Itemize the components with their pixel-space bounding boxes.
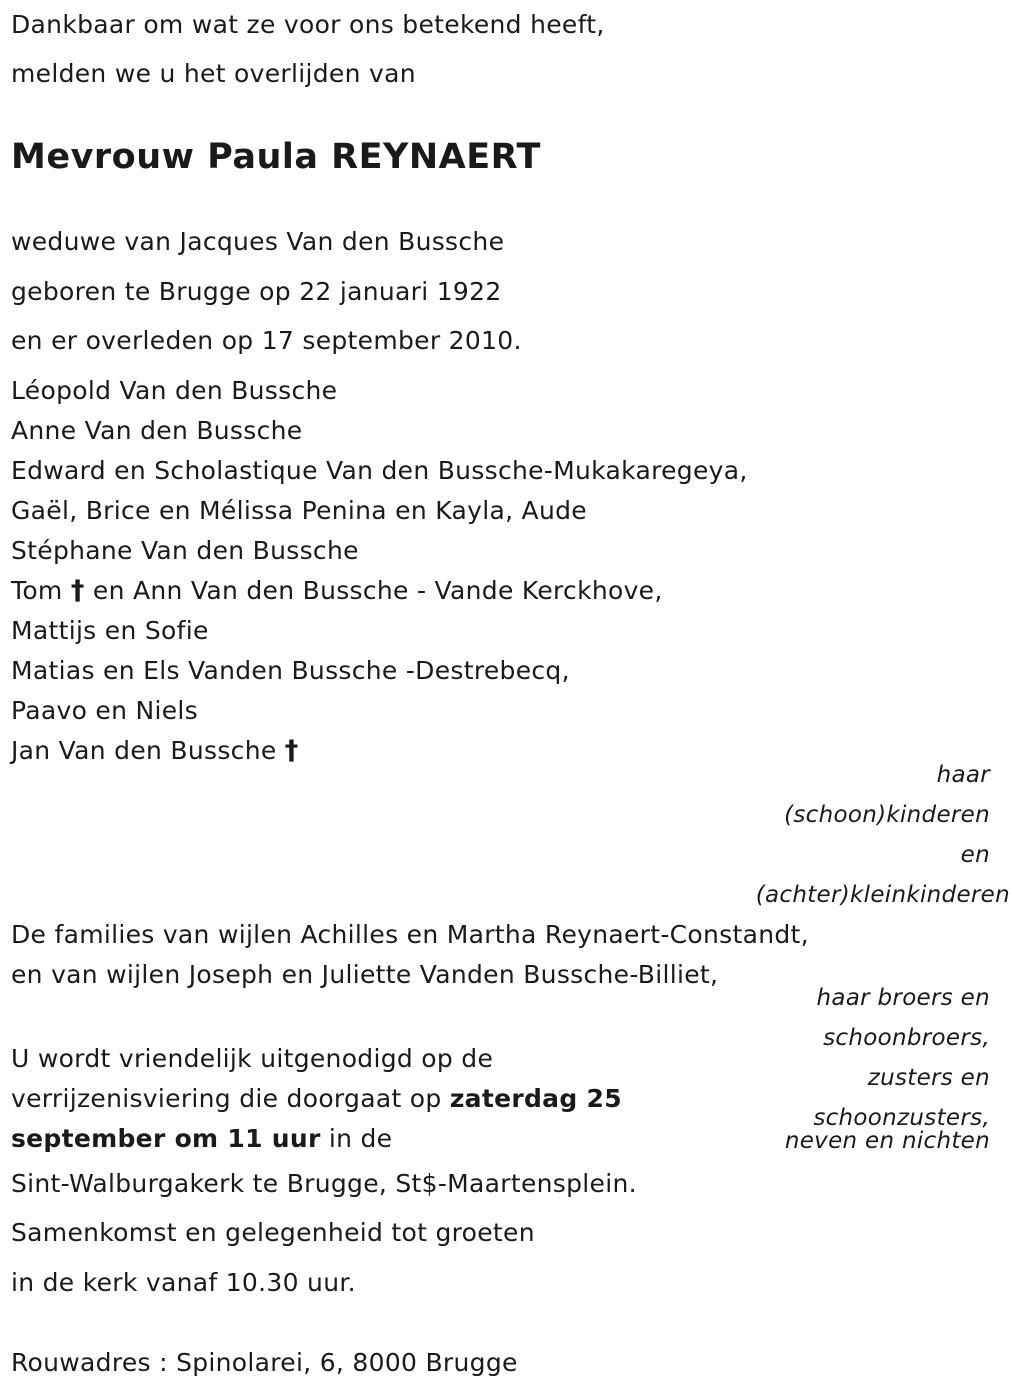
deceased-name: Mevrouw Paula REYNAERT bbox=[11, 137, 541, 177]
children-caption-line: en bbox=[960, 842, 990, 868]
child-line: Stéphane Van den Bussche bbox=[11, 536, 359, 565]
child-line-jan bbox=[11, 736, 299, 766]
child-line: Matias en Els Vanden Bussche -Destrebecq, bbox=[11, 656, 570, 685]
families-caption-line: schoonbroers, bbox=[823, 1025, 990, 1051]
families-caption-line: haar broers en bbox=[816, 985, 990, 1011]
families-caption-line: schoonzusters, bbox=[813, 1105, 990, 1131]
tom-partner: en Ann Van den Bussche - Vande Kerckhove, bbox=[92, 576, 663, 605]
meeting-line-2: in de kerk vanaf 10.30 uur. bbox=[11, 1268, 356, 1297]
children-caption-line: (schoon)kinderen bbox=[784, 802, 990, 828]
children-caption-line: haar bbox=[936, 762, 990, 788]
child-line: Edward en Scholastique Van den Bussche-Mukakaregeya, bbox=[11, 456, 748, 485]
families-line-1: De families van wijlen Achilles en Martha Reynaert-Constandt, bbox=[11, 920, 809, 949]
ceremony-invitation bbox=[11, 1039, 651, 1159]
intro-line-1: Dankbaar om wat ze voor ons betekend heeft, bbox=[11, 10, 605, 39]
child-line: Léopold Van den Bussche bbox=[11, 376, 338, 405]
children-caption-line: (achter)kleinkinderen bbox=[755, 882, 1010, 908]
families-caption-line: neven en nichten bbox=[784, 1128, 990, 1154]
families-caption-line: zusters en bbox=[867, 1065, 990, 1091]
cross-icon: † bbox=[284, 735, 299, 766]
died-line: en er overleden op 17 september 2010. bbox=[11, 326, 522, 355]
ceremony-text: U wordt vriendelijk uitgenodigd op de verrijzenisviering die doorgaat op bbox=[11, 1044, 494, 1113]
child-line: Paavo en Niels bbox=[11, 696, 199, 725]
intro-line-2: melden we u het overlijden van bbox=[11, 59, 416, 88]
mourning-address: Rouwadres : Spinolarei, 6, 8000 Brugge bbox=[11, 1348, 518, 1377]
tom-name: Tom bbox=[11, 576, 63, 605]
ceremony-text-end: in de bbox=[320, 1124, 393, 1153]
child-line: Anne Van den Bussche bbox=[11, 416, 303, 445]
widow-of-line: weduwe van Jacques Van den Bussche bbox=[11, 227, 505, 256]
child-line: Mattijs en Sofie bbox=[11, 616, 209, 645]
child-line: Gaël, Brice en Mélissa Penina en Kayla, Aude bbox=[11, 496, 587, 525]
ceremony-date: zaterdag 25 september om 11 uur bbox=[11, 1084, 622, 1153]
ceremony-place: Sint-Walburgakerk te Brugge, St$-Maartensplein. bbox=[11, 1169, 637, 1198]
cross-icon: † bbox=[70, 575, 85, 606]
families-line-2: en van wijlen Joseph en Juliette Vanden Bussche-Billiet, bbox=[11, 960, 719, 989]
born-line: geboren te Brugge op 22 januari 1922 bbox=[11, 277, 502, 306]
meeting-line-1: Samenkomst en gelegenheid tot groeten bbox=[11, 1218, 535, 1247]
jan-name: Jan Van den Bussche bbox=[11, 736, 277, 765]
child-line-tom bbox=[11, 576, 663, 606]
